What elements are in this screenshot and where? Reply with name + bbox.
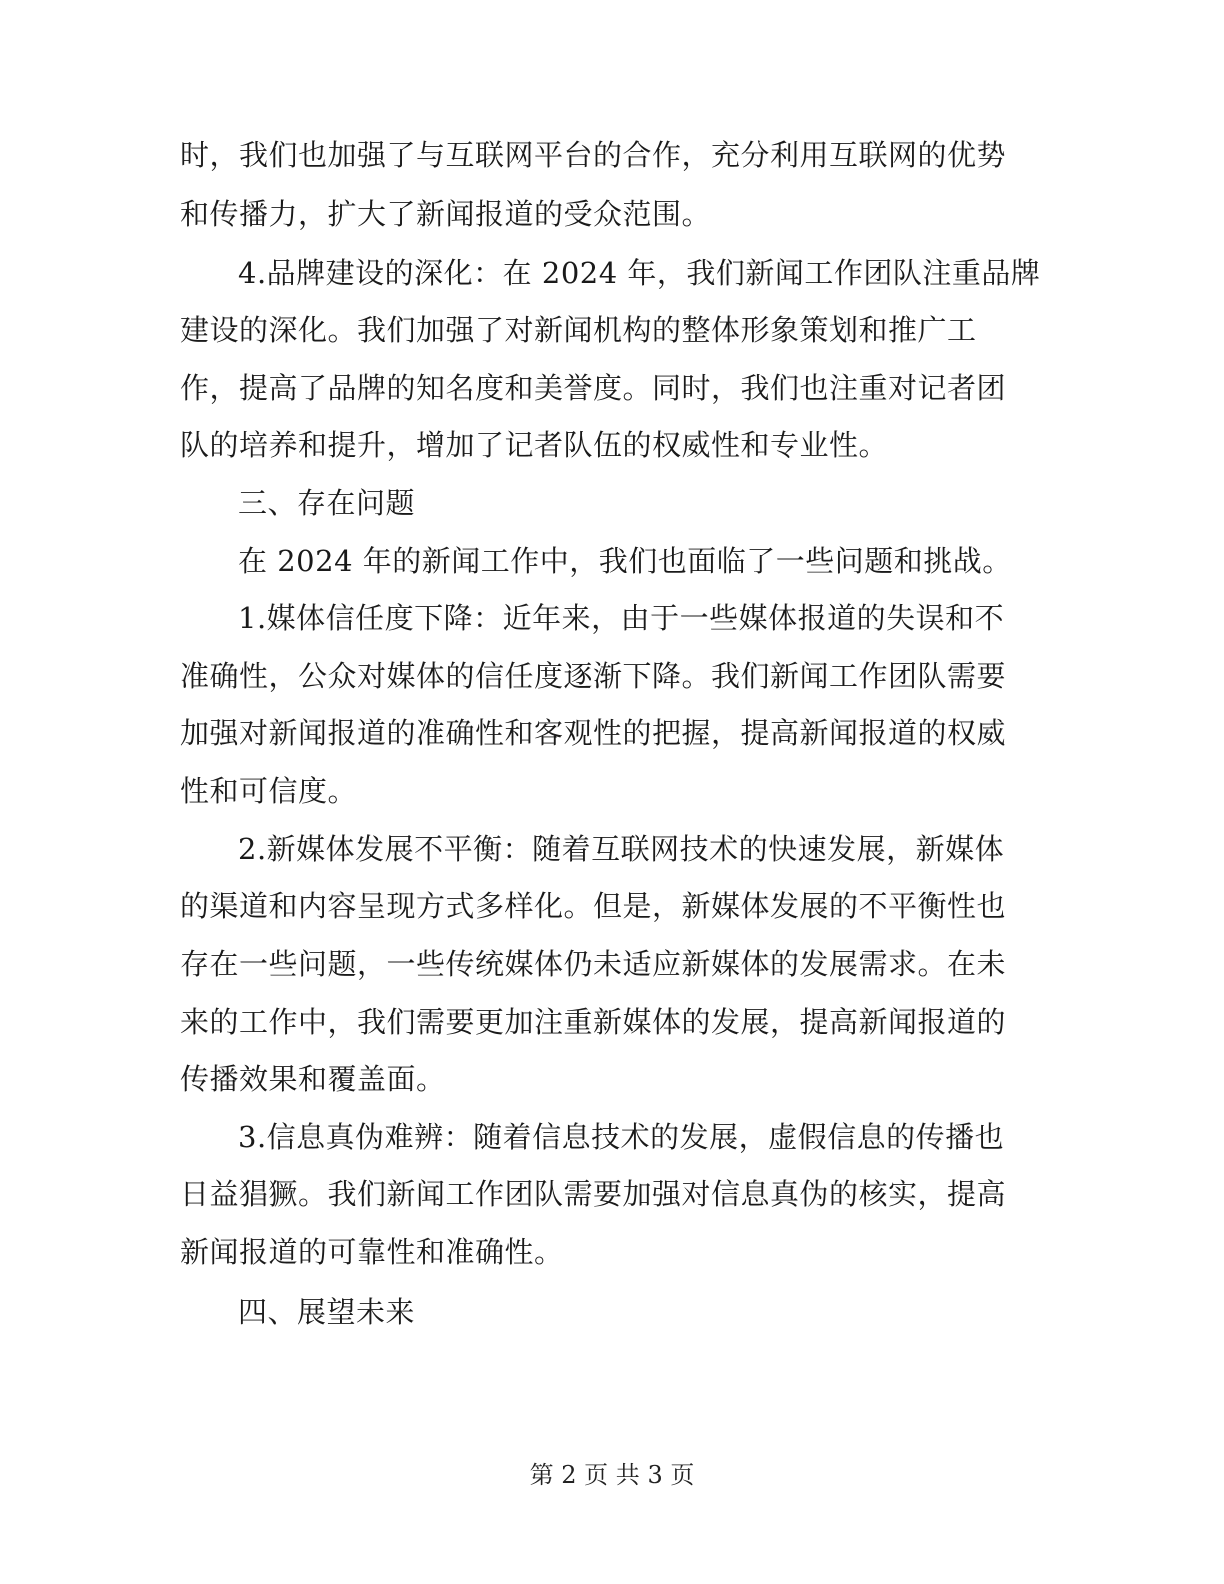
text-line: 性和可信度。 (180, 774, 358, 808)
text-line: 日益猖獗。我们新闻工作团队需要加强对信息真伪的核实，提高 (180, 1177, 1007, 1211)
text-line: 建设的深化。我们加强了对新闻机构的整体形象策划和推广工 (180, 313, 977, 347)
list-item-heading: 3.信息真伪难辨：随着信息技术的发展，虚假信息的传播也 (238, 1120, 1005, 1154)
text-line: 存在一些问题，一些传统媒体仍未适应新媒体的发展需求。在未 (180, 947, 1007, 981)
text-line: 的渠道和内容呈现方式多样化。但是，新媒体发展的不平衡性也 (180, 889, 1007, 923)
list-item-heading: 1.媒体信任度下降：近年来，由于一些媒体报道的失误和不 (238, 601, 1005, 635)
text-line: 传播效果和覆盖面。 (180, 1062, 446, 1096)
section-heading: 三、存在问题 (238, 486, 416, 520)
text-line: 加强对新闻报道的准确性和客观性的把握，提高新闻报道的权威 (180, 716, 1007, 750)
text-line: 在 2024 年的新闻工作中，我们也面临了一些问题和挑战。 (238, 544, 1012, 578)
text-line: 和传播力，扩大了新闻报道的受众范围。 (180, 197, 712, 231)
text-line: 时，我们也加强了与互联网平台的合作，充分利用互联网的优势 (180, 138, 1007, 172)
section-heading: 四、展望未来 (238, 1295, 416, 1329)
text-line: 新闻报道的可靠性和准确性。 (180, 1235, 564, 1269)
page-footer: 第 2 页 共 3 页 (529, 1461, 695, 1489)
text-line: 作，提高了品牌的知名度和美誉度。同时，我们也注重对记者团 (180, 371, 1007, 405)
text-line: 准确性，公众对媒体的信任度逐渐下降。我们新闻工作团队需要 (180, 659, 1007, 693)
list-item-heading: 2.新媒体发展不平衡：随着互联网技术的快速发展，新媒体 (238, 832, 1005, 866)
list-item-heading: 4.品牌建设的深化：在 2024 年，我们新闻工作团队注重品牌 (238, 256, 1041, 290)
text-line: 来的工作中，我们需要更加注重新媒体的发展，提高新闻报道的 (180, 1005, 1007, 1039)
text-line: 队的培养和提升，增加了记者队伍的权威性和专业性。 (180, 428, 889, 462)
